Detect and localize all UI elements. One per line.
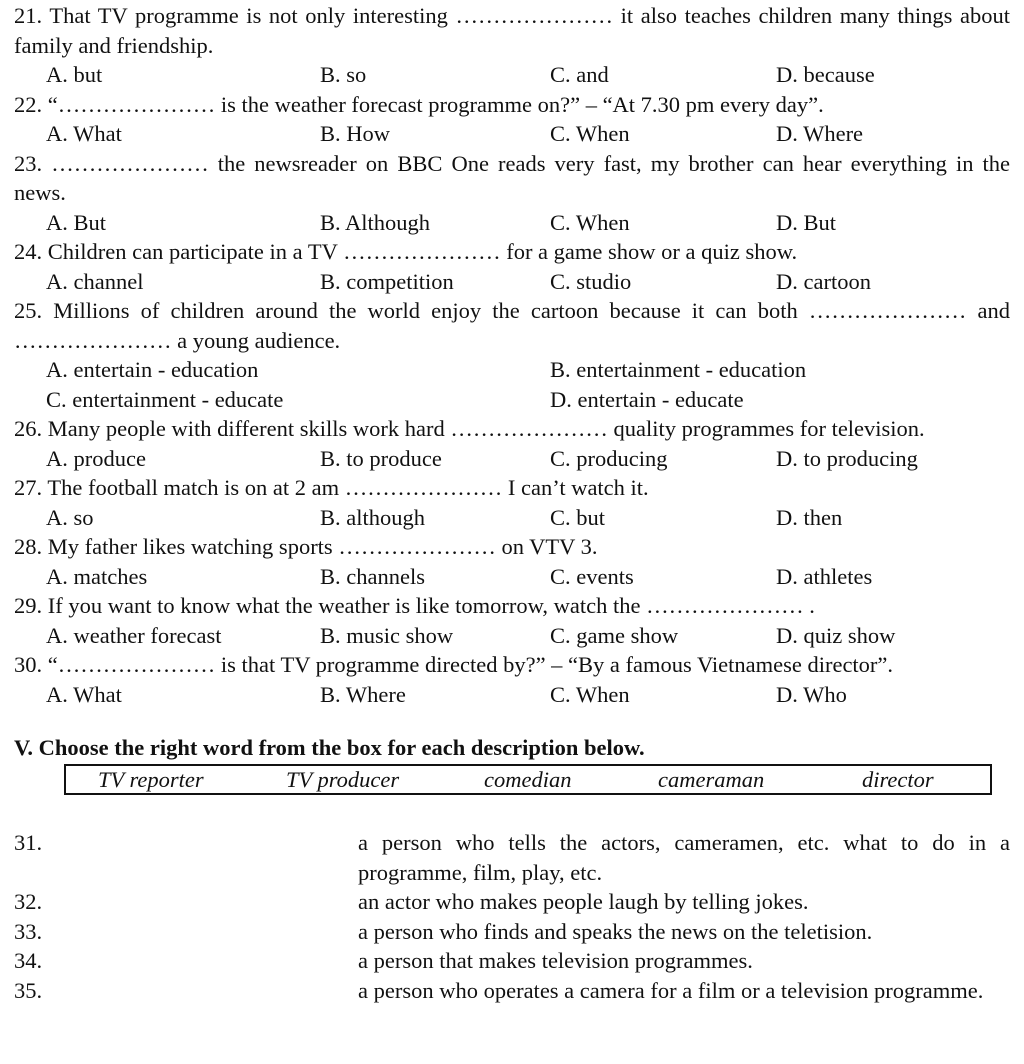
question-28 (14, 532, 1010, 591)
item-number: 34. (14, 948, 43, 973)
question-29 (14, 591, 1010, 650)
option-b: B. to produce (320, 445, 442, 471)
option-b: B. so (320, 62, 367, 87)
question-21 (14, 1, 1010, 90)
option-a: A. but (46, 62, 103, 87)
description-list (14, 828, 1010, 1005)
option-b: B. Although (320, 209, 431, 235)
option-c: C. and (550, 62, 609, 87)
answer-options (14, 444, 1010, 474)
answer-options (14, 267, 1010, 297)
option-b: B. competition (320, 268, 454, 294)
question-stem: 28. My father likes watching sports ………………… on VTV 3. (14, 534, 598, 559)
option-c: C. but (550, 504, 606, 530)
option-d: D. athletes (776, 563, 873, 589)
item-number: 32. (14, 889, 43, 914)
section-heading: V. Choose the right word from the box for each description below. (14, 735, 645, 760)
answer-options (14, 680, 1010, 710)
option-b: B. How (320, 121, 391, 146)
answer-options (14, 562, 1010, 592)
item-description: a person who operates a camera for a film or a television programme. (358, 977, 984, 1003)
option-d: D. then (776, 504, 843, 530)
option-d: D. quiz show (776, 622, 896, 648)
question-stem: 23. ………………… the newsreader on BBC One reads very fast, my brother can hear everything in the news. (14, 150, 1010, 205)
item-description: a person who finds and speaks the news on the teletision. (358, 918, 873, 944)
option-b: B. entertainment - education (550, 357, 807, 382)
item-description: a person who tells the actors, cameramen, etc. what to do in a programme, film, play, etc. (358, 830, 1010, 885)
option-c: C. When (550, 209, 630, 235)
item-number: 31. (14, 830, 43, 855)
question-23 (14, 149, 1010, 238)
option-a: A. What (46, 681, 122, 707)
answer-options (14, 503, 1010, 533)
question-25 (14, 296, 1010, 414)
description-item (14, 976, 1010, 1006)
description-item (14, 917, 1010, 947)
description-item (14, 887, 1010, 917)
question-stem: 27. The football match is on at 2 am ………………… I can’t watch it. (14, 475, 649, 500)
option-c: C. entertainment - educate (46, 386, 284, 412)
option-d: D. entertain - educate (550, 386, 744, 412)
option-d: D. Where (776, 121, 864, 146)
question-22 (14, 90, 1010, 149)
question-24 (14, 237, 1010, 296)
option-b: B. channels (320, 563, 425, 589)
answer-options-row-1 (14, 355, 1010, 385)
option-c: C. producing (550, 445, 668, 471)
question-stem: 29. If you want to know what the weather is like tomorrow, watch the ………………… . (14, 593, 815, 618)
question-stem: 24. Children can participate in a TV ………………… for a game show or a quiz show. (14, 239, 798, 264)
option-a: A. entertain - education (46, 357, 259, 382)
option-c: C. game show (550, 622, 679, 648)
answer-options (14, 621, 1010, 651)
item-description: an actor who makes people laugh by telling jokes. (358, 889, 809, 914)
answer-options (14, 60, 1010, 90)
option-a: A. What (46, 121, 122, 146)
word-box (64, 764, 992, 795)
question-stem: 21. That TV programme is not only interesting ………………… it also teaches children many things about family and friendship. (14, 3, 1010, 58)
question-30 (14, 650, 1010, 709)
question-stem: 26. Many people with different skills work hard ………………… quality programmes for television. (14, 416, 925, 441)
description-item (14, 946, 1010, 976)
option-a: A. matches (46, 563, 148, 589)
option-c: C. When (550, 681, 630, 707)
option-d: D. cartoon (776, 268, 871, 294)
option-a: A. so (46, 504, 94, 530)
option-c: C. studio (550, 268, 632, 294)
word-box-item: director (862, 767, 934, 792)
answer-options (14, 119, 1010, 149)
option-a: A. weather forecast (46, 622, 222, 648)
option-b: B. although (320, 504, 425, 530)
question-stem: 22. “………………… is the weather forecast programme on?” – “At 7.30 pm every day”. (14, 91, 824, 117)
answer-options-row-2 (14, 385, 1010, 415)
word-box-item: TV reporter (98, 767, 204, 792)
item-number: 35. (14, 977, 43, 1003)
option-a: A. channel (46, 268, 144, 294)
word-box-item: cameraman (658, 767, 765, 792)
option-d: D. because (776, 62, 875, 87)
option-d: D. But (776, 209, 837, 235)
word-box-item: comedian (484, 767, 572, 792)
option-c: C. events (550, 563, 634, 589)
description-item (14, 828, 1010, 887)
option-c: C. When (550, 121, 630, 146)
option-a: A. But (46, 209, 107, 235)
option-a: A. produce (46, 445, 146, 471)
option-b: B. Where (320, 681, 406, 707)
option-d: D. to producing (776, 445, 918, 471)
word-box-item: TV producer (286, 767, 400, 792)
item-description: a person that makes television programmes. (358, 948, 753, 973)
item-number: 33. (14, 918, 43, 944)
question-stem: 25. Millions of children around the world enjoy the cartoon because it can both ………………… and ………………… a young audience. (14, 298, 1010, 353)
multiple-choice-section (14, 1, 1010, 709)
question-26 (14, 414, 1010, 473)
answer-options (14, 208, 1010, 238)
question-27 (14, 473, 1010, 532)
option-b: B. music show (320, 622, 454, 648)
question-stem: 30. “………………… is that TV programme directed by?” – “By a famous Vietnamese director”. (14, 652, 894, 677)
option-d: D. Who (776, 681, 847, 707)
